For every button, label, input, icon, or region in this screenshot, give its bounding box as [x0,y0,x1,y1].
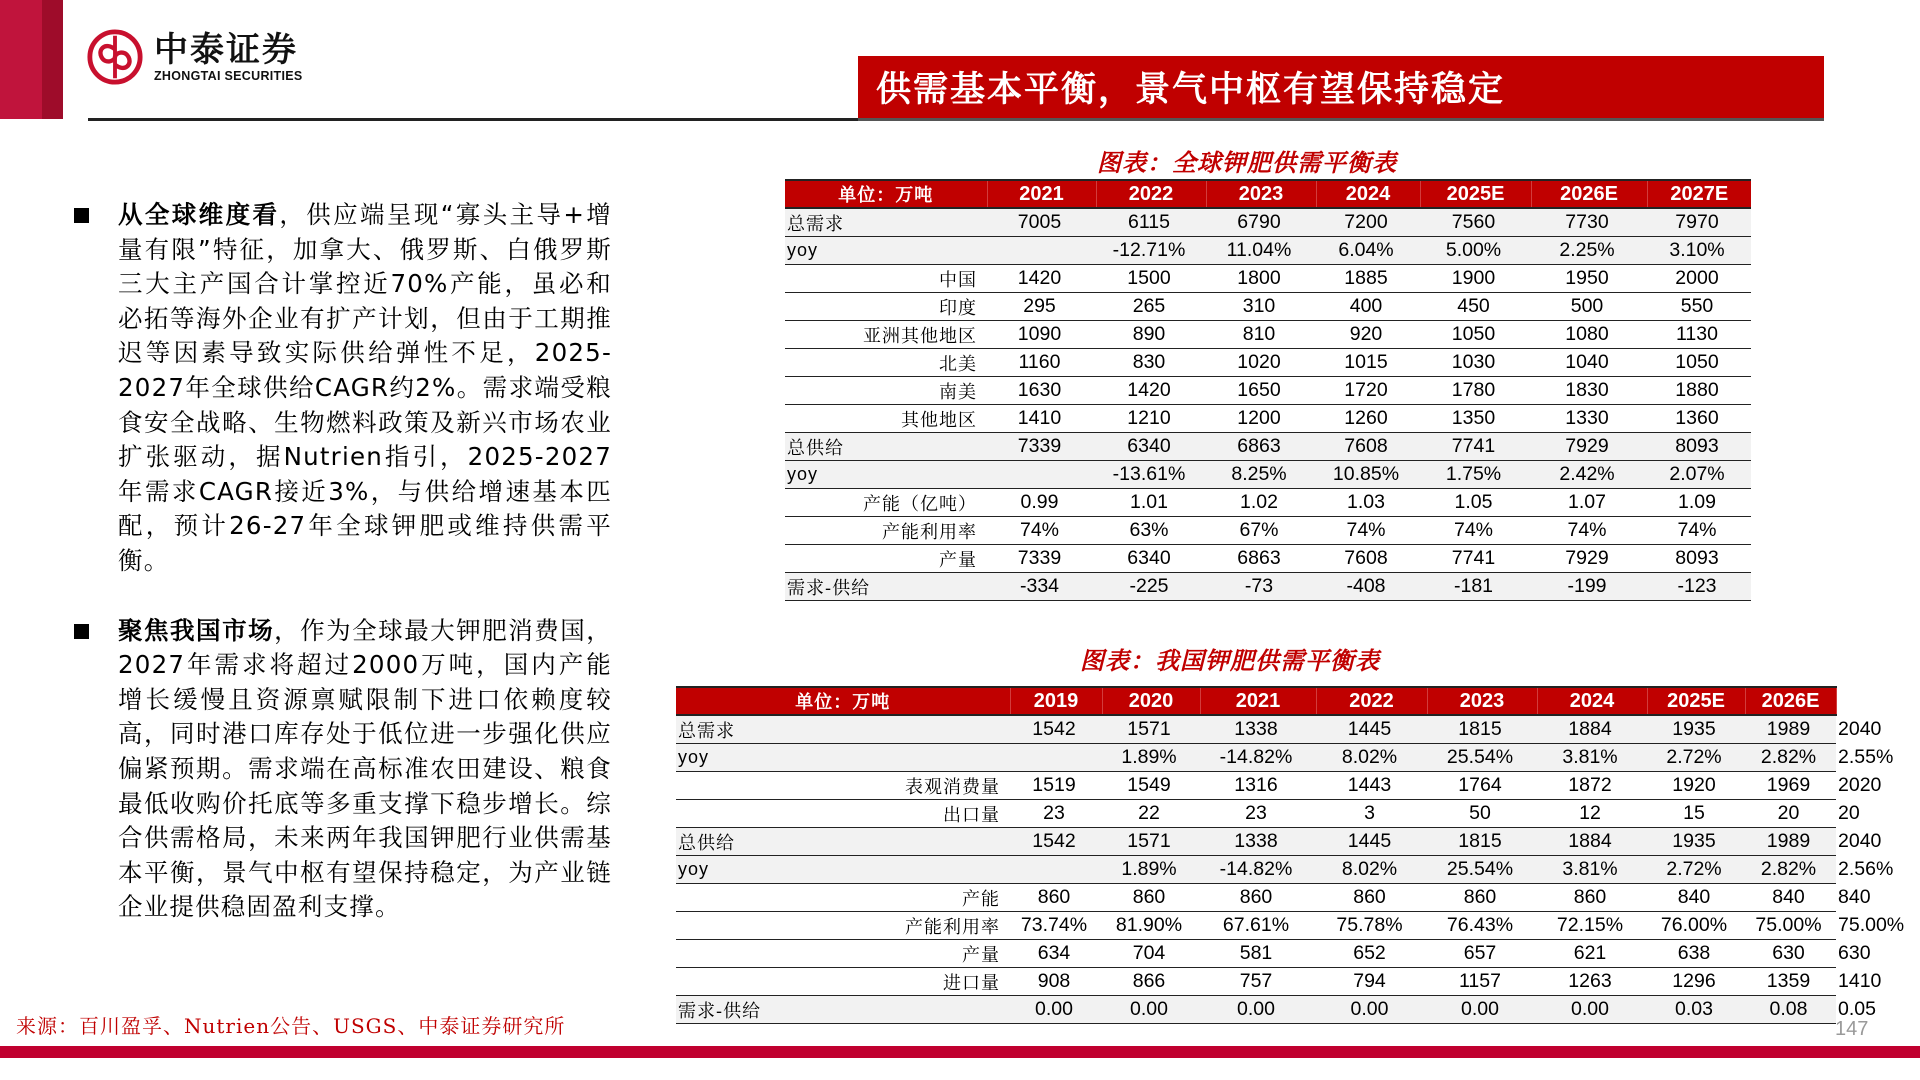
table-cell: 1.05 [1420,489,1531,517]
table-cell: 6.04% [1316,237,1420,265]
table-cell: 400 [1316,293,1420,321]
column-header-year: 2022 [1096,180,1206,208]
page-number: 147 [1835,1018,1869,1040]
table-cell: 1872 [1537,772,1647,800]
bullet-china [72,614,612,925]
table-cell: 2.25% [1531,237,1647,265]
table-cell: 1950 [1531,265,1647,293]
table-cell: 890 [1096,321,1206,349]
table-cell: 76.43% [1427,912,1537,940]
column-header-year: 2020 [1102,687,1200,715]
table-cell: 1571 [1102,828,1200,856]
table-row: yoy 1.89% -14.82% 8.02% 25.54% 3.81% 2.72% 2.82% 2.56% [676,856,1836,884]
table-row: 需求-供给 0.00 0.00 0.00 0.00 0.00 0.00 0.03 0.08 0.05 [676,996,1836,1024]
column-header-year: 2025E [1647,687,1745,715]
row-label: 中国 [785,265,987,293]
table-cell: 72.15% [1537,912,1647,940]
table-cell: 3 [1316,800,1427,828]
table-cell: 500 [1531,293,1647,321]
table-global-supply-demand [785,179,1751,601]
table-cell: 6863 [1206,545,1316,573]
table-cell: 1030 [1420,349,1531,377]
table-cell: 1815 [1427,715,1537,744]
table-cell [987,461,1096,489]
table-cell: 1443 [1316,772,1427,800]
page-title: 供需基本平衡，景气中枢有望保持稳定 [876,69,1506,110]
table-cell: 1884 [1537,828,1647,856]
table-cell: 1.01 [1096,489,1206,517]
table-row [785,405,1751,433]
row-label: 需求-供给 [785,573,987,601]
table-cell: 0.08 [1745,996,1836,1024]
table-row: 产能利用率 73.74% 81.90% 67.61% 75.78% 76.43% 72.15% 76.00% 75.00% 75.00% [676,912,1836,940]
table-cell: 2.72% [1647,856,1745,884]
table-cell: 1519 [1010,772,1102,800]
table-cell: 74% [987,517,1096,545]
column-header-year: 2021 [1200,687,1316,715]
table-cell: 6340 [1096,545,1206,573]
table-cell: 1420 [1096,377,1206,405]
table-cell: 450 [1420,293,1531,321]
bullet-global [72,198,612,579]
table-cell: 1542 [1010,715,1102,744]
table-cell: 1.89% [1102,856,1200,884]
column-header-year: 2021 [987,180,1096,208]
table-cell: -73 [1206,573,1316,601]
table-cell: 7970 [1647,208,1751,237]
table-cell: 0.99 [987,489,1096,517]
table-row [785,237,1751,265]
table-cell: 2000 [1647,265,1751,293]
table-cell: 23 [1010,800,1102,828]
table-cell: 1989 [1745,715,1836,744]
table-cell: 74% [1647,517,1751,545]
table-cell: 7741 [1420,433,1531,461]
table-cell: -334 [987,573,1096,601]
brand-logo [86,26,303,88]
column-header-year: 2023 [1427,687,1537,715]
table-cell: 1969 [1745,772,1836,800]
table-cell: -123 [1647,573,1751,601]
table-cell: 1.02 [1206,489,1316,517]
table-row [785,349,1751,377]
table-cell: 0.00 [1010,996,1102,1024]
table-cell: 63% [1096,517,1206,545]
table-row [785,433,1751,461]
column-header-year: 2024 [1537,687,1647,715]
table-cell: 25.54% [1427,856,1537,884]
table-cell: 67.61% [1200,912,1316,940]
table-cell: 67% [1206,517,1316,545]
brand-name-en: ZHONGTAI SECURITIES [154,69,303,83]
table-cell: 860 [1010,884,1102,912]
table-row: 产能 860 860 860 860 860 860 840 840 840 [676,884,1836,912]
table-cell: 310 [1206,293,1316,321]
table-cell: 1338 [1200,715,1316,744]
table-cell: 6790 [1206,208,1316,237]
table-cell: 1338 [1200,828,1316,856]
table-cell: 265 [1096,293,1206,321]
column-header-year: 2027E [1647,180,1751,208]
table-row [785,573,1751,601]
column-header-year: 2025E [1420,180,1531,208]
row-label: 产能利用率 [676,912,1010,940]
column-header-year: 2022 [1316,687,1427,715]
table-row [785,461,1751,489]
table-cell: 1650 [1206,377,1316,405]
table-cell: 866 [1102,968,1200,996]
table-cell [1010,744,1102,772]
row-label: 产能（亿吨） [785,489,987,517]
table-cell: 1410 [987,405,1096,433]
table-cell: 2.07% [1647,461,1751,489]
table-cell: 657 [1427,940,1537,968]
table-row: yoy 1.89% -14.82% 8.02% 25.54% 3.81% 2.72% 2.82% 2.55% [676,744,1836,772]
side-accent-bar [0,0,42,119]
table-cell: 8.25% [1206,461,1316,489]
table-cell: 860 [1102,884,1200,912]
table-cell: 1130 [1647,321,1751,349]
table-cell: 860 [1427,884,1537,912]
table-cell: 6863 [1206,433,1316,461]
table-cell: 7608 [1316,545,1420,573]
table-cell: 0.00 [1316,996,1427,1024]
table-cell: 1.07 [1531,489,1647,517]
commentary [72,198,612,925]
square-bullet-icon [74,624,89,639]
column-header-year: 2026E [1531,180,1647,208]
table-cell: 2.82% [1745,856,1836,884]
table-cell: 1549 [1102,772,1200,800]
table-cell: 1420 [987,265,1096,293]
table-cell: 6115 [1096,208,1206,237]
table-cell: 81.90% [1102,912,1200,940]
table-cell: 23 [1200,800,1316,828]
table-cell: 75.00% [1745,912,1836,940]
column-header-year: 2023 [1206,180,1316,208]
row-label: 其他地区 [785,405,987,433]
table-cell: 1.03 [1316,489,1420,517]
row-label: 总需求 [785,208,987,237]
table-cell: 581 [1200,940,1316,968]
row-label: 需求-供给 [676,996,1010,1024]
table-cell: 3.81% [1537,856,1647,884]
row-label: 总需求 [676,715,1010,744]
row-label: 产量 [676,940,1010,968]
table-cell: 7608 [1316,433,1420,461]
table-cell: 1885 [1316,265,1420,293]
table-cell: 0.00 [1102,996,1200,1024]
table-cell: 8.02% [1316,744,1427,772]
table-cell: 794 [1316,968,1427,996]
side-accent-bar-dark [42,0,63,119]
table-cell: 550 [1647,293,1751,321]
table-cell: 7929 [1531,433,1647,461]
table-cell: 1630 [987,377,1096,405]
table-cell: 638 [1647,940,1745,968]
table-cell: 810 [1206,321,1316,349]
column-header-year: 2026E [1745,687,1836,715]
row-label: 北美 [785,349,987,377]
table-cell: 7929 [1531,545,1647,573]
table-cell: 1.09 [1647,489,1751,517]
table-row: 总需求 1542 1571 1338 1445 1815 1884 1935 1989 2040 [676,715,1836,744]
table-cell: 1.75% [1420,461,1531,489]
column-header-year: 2019 [1010,687,1102,715]
table-cell: 1989 [1745,828,1836,856]
table-cell: -14.82% [1200,744,1316,772]
table-cell: -13.61% [1096,461,1206,489]
header-divider [88,118,860,121]
table-cell: 74% [1316,517,1420,545]
table-cell: 920 [1316,321,1420,349]
table-cell: 1090 [987,321,1096,349]
table-cell: 1050 [1647,349,1751,377]
table-cell: 652 [1316,940,1427,968]
table-cell: 1884 [1537,715,1647,744]
row-label: yoy [785,237,987,265]
table-cell: 860 [1316,884,1427,912]
table-cell: 840 [1647,884,1745,912]
table-cell: 7560 [1420,208,1531,237]
brand-name-cn: 中泰证券 [154,30,298,70]
table-cell: 8093 [1647,545,1751,573]
table-cell: 1542 [1010,828,1102,856]
table-cell: 1815 [1427,828,1537,856]
title-banner [858,56,1824,121]
table-cell: 1080 [1531,321,1647,349]
table-cell: 621 [1537,940,1647,968]
column-header-year: 2024 [1316,180,1420,208]
table-cell [987,237,1096,265]
table-cell: 1500 [1096,265,1206,293]
row-label: 进口量 [676,968,1010,996]
table-cell [1010,856,1102,884]
table-cell: 704 [1102,940,1200,968]
table-cell: 1330 [1531,405,1647,433]
table-cell: 1830 [1531,377,1647,405]
footer-bar [0,1046,1920,1058]
table-cell: 7339 [987,545,1096,573]
table-row [785,377,1751,405]
table-cell: -181 [1420,573,1531,601]
row-label: 印度 [785,293,987,321]
table-cell: 12 [1537,800,1647,828]
table-cell: 1020 [1206,349,1316,377]
row-label: 产能 [676,884,1010,912]
table-cell: 1040 [1531,349,1647,377]
source-note: 来源：百川盈孚、Nutrien公告、USGS、中泰证券研究所 [16,1014,566,1038]
table-cell: 1210 [1096,405,1206,433]
table-row: 出口量 23 22 23 3 50 12 15 20 20 [676,800,1836,828]
row-label: 产量 [785,545,987,573]
table-row: 产量 634 704 581 652 657 621 638 630 630 [676,940,1836,968]
table-cell: 15 [1647,800,1745,828]
table-cell: 634 [1010,940,1102,968]
table-cell: 20 [1745,800,1836,828]
bullet-heading: 聚焦我国市场 [118,615,275,645]
table-cell: 1.89% [1102,744,1200,772]
table-cell: 7730 [1531,208,1647,237]
table-row: 表观消费量 1519 1549 1316 1443 1764 1872 1920 1969 2020 [676,772,1836,800]
table-cell: 1050 [1420,321,1531,349]
table-cell: 1015 [1316,349,1420,377]
table-cell: 0.00 [1537,996,1647,1024]
table-cell: 1935 [1647,828,1745,856]
table-cell: 2.72% [1647,744,1745,772]
unit-label: 单位：万吨 [785,180,987,208]
table-cell: 1316 [1200,772,1316,800]
table-cell: 1157 [1427,968,1537,996]
table-global-caption: 图表：全球钾肥供需平衡表 [1097,148,1397,177]
unit-label: 单位：万吨 [676,687,1010,715]
table-cell: 25.54% [1427,744,1537,772]
table-cell: 73.74% [1010,912,1102,940]
table-cell: 7339 [987,433,1096,461]
table-cell: 22 [1102,800,1200,828]
table-china-caption: 图表：我国钾肥供需平衡表 [1080,646,1380,675]
bullet-text: ，供应端呈现“寡头主导+增量有限”特征，加拿大、俄罗斯、白俄罗斯三大主产国合计掌控近70%产能，虽必和必拓等海外企业有扩产计划，但由于工期推迟等因素导致实际供给弹性不足，2025-2027年全球供给CAGR约2%。需求端受粮食安全战略、生物燃料政策及新兴市场农业扩张驱动，据Nutrien指引，2025-2027年需求CAGR接近3%，与供给增速基本匹配，预计26-27年全球钾肥或维持供需平衡。 [118,200,612,575]
table-cell: 5.00% [1420,237,1531,265]
table-cell: 8.02% [1316,856,1427,884]
table-cell: 1900 [1420,265,1531,293]
table-cell: 6340 [1096,433,1206,461]
row-label: 出口量 [676,800,1010,828]
table-cell: 1571 [1102,715,1200,744]
table-cell: 1445 [1316,828,1427,856]
table-cell: 0.00 [1427,996,1537,1024]
table-cell: 74% [1531,517,1647,545]
table-cell: 1764 [1427,772,1537,800]
bullet-heading: 从全球维度看 [118,200,280,229]
row-label: 南美 [785,377,987,405]
table-cell: 10.85% [1316,461,1420,489]
table-row [785,208,1751,237]
row-label: 总供给 [676,828,1010,856]
table-row: 总供给 1542 1571 1338 1445 1815 1884 1935 1989 2040 [676,828,1836,856]
table-cell: 1260 [1316,405,1420,433]
table-cell: 3.10% [1647,237,1751,265]
table-cell: 8093 [1647,433,1751,461]
table-cell: -408 [1316,573,1420,601]
table-row [785,545,1751,573]
table-cell: 0.00 [1200,996,1316,1024]
table-cell: 1800 [1206,265,1316,293]
table-cell: -225 [1096,573,1206,601]
table-cell: 840 [1745,884,1836,912]
table-row [785,293,1751,321]
table-cell: 1920 [1647,772,1745,800]
table-cell: 1359 [1745,968,1836,996]
table-china-supply-demand [676,686,1905,1024]
table-cell: 860 [1537,884,1647,912]
table-cell: 74% [1420,517,1531,545]
table-cell: 830 [1096,349,1206,377]
table-cell: 1445 [1316,715,1427,744]
table-cell: 630 [1745,940,1836,968]
table-header-row: 单位：万吨 2019 2020 2021 2022 2023 2024 2025E 2026E 2027E [676,687,1836,715]
table-cell: 908 [1010,968,1102,996]
table-cell: 1935 [1647,715,1745,744]
table-cell: 295 [987,293,1096,321]
table-cell: 0.03 [1647,996,1745,1024]
row-label: 产能利用率 [785,517,987,545]
table-cell: 7005 [987,208,1096,237]
row-label: yoy [676,744,1010,772]
bullet-text: ，作为全球最大钾肥消费国，2027年需求将超过2000万吨，国内产能增长缓慢且资源禀赋限制下进口依赖度较高，同时港口库存处于低位进一步强化供应偏紧预期。需求端在高标准农田建设、粮食最低收购价托底等多重支撑下稳步增长。综合供需格局，未来两年我国钾肥行业供需基本平衡，景气中枢有望保持稳定，为产业链企业提供稳固盈利支撑。 [118,615,612,922]
table-cell: 2.42% [1531,461,1647,489]
table-cell: 1360 [1647,405,1751,433]
row-label: yoy [676,856,1010,884]
table-cell: 11.04% [1206,237,1316,265]
table-cell: 1880 [1647,377,1751,405]
table-row [785,265,1751,293]
zhongtai-logo-icon [86,28,144,86]
table-cell: 50 [1427,800,1537,828]
table-row [785,517,1751,545]
table-cell: 1296 [1647,968,1745,996]
square-bullet-icon [74,208,89,223]
table-cell: 757 [1200,968,1316,996]
row-label: 总供给 [785,433,987,461]
table-cell: 76.00% [1647,912,1745,940]
table-cell: 860 [1200,884,1316,912]
table-cell: 7741 [1420,545,1531,573]
table-row: 进口量 908 866 757 794 1157 1263 1296 1359 1410 [676,968,1836,996]
table-cell: 1263 [1537,968,1647,996]
table-cell: 1350 [1420,405,1531,433]
table-cell: 3.81% [1537,744,1647,772]
table-cell: 75.78% [1316,912,1427,940]
row-label: yoy [785,461,987,489]
row-label: 亚洲其他地区 [785,321,987,349]
table-cell: 1720 [1316,377,1420,405]
table-cell: -14.82% [1200,856,1316,884]
table-row [785,321,1751,349]
table-cell: -12.71% [1096,237,1206,265]
table-cell: 1780 [1420,377,1531,405]
table-cell: 2.82% [1745,744,1836,772]
table-cell: 1160 [987,349,1096,377]
table-row [785,489,1751,517]
table-header-row [785,180,1751,208]
table-cell: -199 [1531,573,1647,601]
table-cell: 7200 [1316,208,1420,237]
table-cell: 1200 [1206,405,1316,433]
row-label: 表观消费量 [676,772,1010,800]
